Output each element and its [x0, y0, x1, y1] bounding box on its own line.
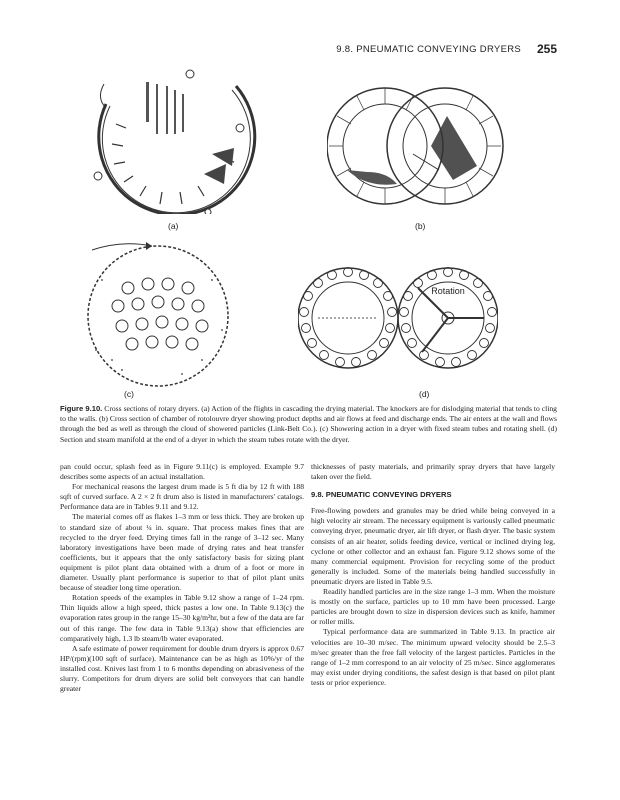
panel-label-c: (c) [124, 389, 134, 399]
figure-panel-d [298, 258, 498, 378]
right-paragraph-2: Free-flowing powders and granules may be dried while being conveyed in a high velocity air stream. The necessary equipment is variously called pneumatic conveying dryer, pneumatic dryer, air lift dryer, or flash dryer. The basic system consists of an air heater, solids feeding device, vertical or inclined drying leg, cyclone or other collector and an exhaust fan. Figure 9.12 shows some of the many commercial equipment. Provision for recycling some of the product generally is included. Some of the materials being handled successfully in pneumatic dryers are listed in Table 9.5. [311, 506, 555, 586]
section-heading: 9.8. PNEUMATIC CONVEYING DRYERS [311, 490, 452, 500]
panel-label-b: (b) [415, 221, 426, 231]
figure-caption-label: Figure 9.10. [60, 404, 103, 413]
figure-caption-text: Cross sections of rotary dryers. (a) Action of the flights in cascading the drying material. The knockers are for dislodging material that tends to cling to the walls. (b) Cross section of chamber of rotolouvre dryer showing product depths and air flows at feed and discharge ends. The air enters at the wall and flows through the bed as well as through the cloud of showered particles (Link-Belt Co.). (c) Showering action in a dryer with fixed steam tubes and rotating shell. (d) Section and steam manifold at the end of a dryer in which the steam tubes rotate with the dryer. [60, 404, 557, 444]
drum-flights-drawing [86, 64, 266, 214]
left-paragraph-4: Rotation speeds of the examples in Table 9.12 show a range of 1–24 rpm. Thin liquids allow a high speed, thick pastes a low one. In Table 9.13(c) the evaporation rates group in the range 15–30 kg/m²hr, but a few of the data are far out of this range. The few data in Table 9.13(a) show that efficiencies are comparatively high, 1.3 lb steam/lb water evaporated. [60, 593, 304, 643]
panel-label-a: (a) [168, 221, 179, 231]
running-header [60, 42, 557, 58]
right-column [311, 462, 555, 688]
left-column [60, 462, 304, 694]
header-section-title: 9.8. PNEUMATIC CONVEYING DRYERS [336, 44, 521, 55]
figure-panel-a [86, 64, 266, 214]
rotolouvre-drawing [327, 76, 507, 226]
steam-manifold-drawing [298, 258, 498, 378]
left-paragraph-3: The material comes off as flakes 1–3 mm or less thick. They are broken up to standard size of about ¼ in. square. That process makes fines that are recycled to the dryer feed. Drying times fall in the range of 3–12 sec. Many laboratory investigations have been made of drying rates and heat transfer coefficients, but it appears that the only satisfactory basis for sizing plant equipment is pilot plant data obtained with a drum of a foot or more in diameter. Usually plant performance is superior to that of pilot plant units because of steadier long time operation. [60, 512, 304, 593]
figure-caption [60, 404, 557, 445]
left-paragraph-5: A safe estimate of power requirement for double drum dryers is approx 0.67 HP/(rpm)(100 sqft of surface). Maintenance can be as high as 10%/yr of the installed cost. Knives last from 1 to 6 months depending on abrasiveness of the slurry. Competitors for drum dryers are solid belt conveyors that can handle greater [60, 643, 304, 694]
figure-panel-b [327, 76, 507, 226]
page-number: 255 [536, 42, 557, 56]
panel-label-d: (d) [419, 389, 430, 399]
figure-panel-c [62, 240, 252, 388]
left-paragraph-2: For mechanical reasons the largest drum made is 5 ft dia by 12 ft with 188 sqft of curved surface. A 2 × 2 ft drum also is listed in manufacturers' catalogs. Performance data are in Tables 9.11 and 9.12. [60, 482, 304, 512]
right-paragraph-3: Readily handled particles are in the size range 1–3 mm. When the moisture is mostly on the surface, particles up to 10 mm have been processed. Large particles are brought down to size in dispersion devices such as knife, hammer or roller mills. [311, 587, 555, 627]
rotation-label: Rotation [431, 286, 465, 296]
steam-tube-dryer-drawing [62, 240, 252, 388]
left-paragraph-1: pan could occur, splash feed as in Figure 9.11(c) is employed. Example 9.7 describes some aspects of an actual installation. [60, 462, 304, 482]
right-paragraph-4: Typical performance data are summarized in Table 9.13. In practice air velocities are 10–30 m/sec. The minimum upward velocity should be 2.5–3 m/sec greater than the free fall velocity of the largest particles. Particles in the range of 1–2 mm correspond to an air velocity of 25 m/sec. Since agglomerates may exist under drying conditions, the safest design is that based on pilot plant tests or prior experience. [311, 627, 555, 687]
right-paragraph-1: thicknesses of pasty materials, and primarily spray dryers that have largely taken over the field. [311, 462, 555, 482]
